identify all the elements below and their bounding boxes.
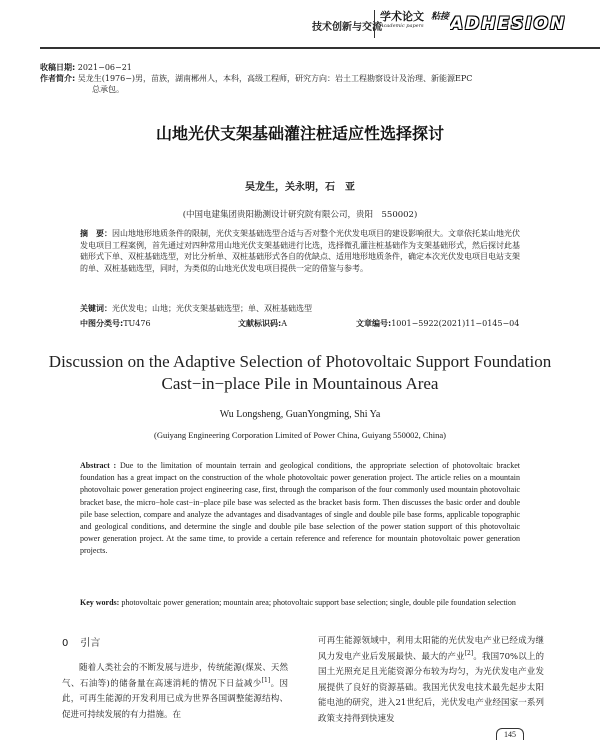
author-bio-text: 吴龙生(1976−)男，苗族，湖南郴州人，本科，高级工程师，研究方向：岩土工程勘察设计及治理、新能源EPC: [77, 74, 473, 83]
abstract-en: [80, 460, 520, 558]
journal-brand-logo: ADHESION: [450, 14, 567, 34]
received-value: 2021−06−21: [77, 63, 132, 72]
keywords-cn: [80, 303, 520, 314]
author-bio-label: 作者简介:: [40, 74, 76, 83]
clc-number: [80, 318, 151, 329]
abstract-en-label: Abstract :: [80, 461, 117, 470]
journal-seal-logo: 粘接: [431, 12, 450, 22]
document-code: [238, 318, 287, 329]
abstract-en-text: Due to the limitation of mountain terrain and geological conditions, the appropriate selection of photovoltaic bracket foundation has a great impact on the construction of the whole photovoltaic power generation project. The article relies on a mountain photovoltaic power generation project engineering case, first, through the comparison of the four commonly used mountain photovoltaic bracket base, the micro−hole cast−in−place pile base was selected as the bracket basis form. Then discusses the basic order and double pile base selection, compare and analyze the advantages and disadvantages of single and double pile base forms, applicable topographic and geological conditions, and determine the single and double pile base selection of the power station support of this photovoltaic power generation project. At the same time, to provide a certain reference and reference for mountain photovoltaic power generation projects.: [80, 461, 520, 556]
body-right-text: 可再生能源领域中，利用太阳能的光伏发电产业已经成为继风力发电产业后发展最快、最大的产业: [318, 636, 544, 662]
article-number-label: 文章编号:: [356, 319, 392, 328]
affiliation-en: (Guiyang Engineering Corporation Limited of Power China, Guiyang 550002, China): [153, 430, 447, 440]
author-bio-text-cont: 总承包。: [92, 85, 124, 94]
column-label-cn: 学术论文: [380, 10, 424, 23]
citation-ref: [2]: [464, 649, 474, 657]
section-title: 引言: [80, 638, 101, 649]
paper-title-cn: 山地光伏支架基础灌注桩适应性选择探讨: [155, 124, 444, 143]
clc-value: TU476: [123, 319, 151, 328]
body-column-left: [62, 661, 288, 723]
received-label: 收稿日期:: [40, 63, 76, 72]
document-code-label: 文献标识码:: [238, 319, 282, 328]
paper-title-en: Discussion on the Adaptive Selection of Photovoltaic Support Foundation Cast−in−place Pile in Mountainous Area: [48, 352, 552, 393]
body-right-text-cont: 。我国70%以上的国土光照充足且光能资源分布较为均匀，为光伏发电产业发展提供了良好的资源基础。我国光伏发电技术最先起步太阳能电池的研究，进入21世纪后，光伏发电产业经国家一系列政策支持得到快速发: [318, 651, 544, 724]
body-left-text-cont: 。因此，可再生能源的开发利用已成为世界各国调整能源结构、促进可持续发展的有力措施。在: [62, 678, 288, 720]
abstract-cn-text: 因山地地形地质条件的限制，光伏支架基础选型合适与否对整个光伏发电项目的建设影响很大。文章依托某山地光伏发电项目工程案例，首先通过对四种常用山地光伏支架基础进行比选，选择微孔灌注桩基础作为支架基础形式，然后探讨此基础形式下单、双桩基础选型，对比分析单、双桩基础形式各自的优缺点、适用地形地质条件，确定本次光伏发电项目电站支架的单、双桩基础选型，同时，为类似的山地光伏发电项目提供一定的借鉴与参考。: [80, 229, 520, 273]
section-number: 0: [62, 638, 69, 649]
article-number-value: 1001−5922(2021)11−0145−04: [391, 319, 520, 328]
keywords-cn-label: 关键词：: [80, 304, 112, 313]
article-number: [356, 318, 519, 329]
keywords-en: [80, 597, 520, 609]
journal-section-label: 技术创新与交流: [312, 22, 382, 33]
author-bio: [40, 73, 560, 95]
column-label-en: Academic papers: [380, 23, 424, 29]
keywords-en-text: photovoltaic power generation; mountain area; photovoltaic support base selection; single, double pile foundation selection: [121, 598, 516, 607]
citation-ref: [1]: [261, 676, 271, 684]
keywords-cn-text: 光伏发电；山地；光伏支架基础选型；单、双桩基础选型: [112, 304, 312, 313]
authors-cn: 吴龙生，关永明，石 亚: [245, 182, 355, 193]
column-label-box: [374, 10, 424, 38]
body-left-text: 随着人类社会的不断发展与进步，传统能源(煤炭、天然气、石油等)的储备量在高速消耗的情况下日益减少: [62, 663, 288, 689]
document-code-value: A: [281, 319, 287, 328]
abstract-cn-label: 摘 要：: [80, 229, 112, 238]
header-rule: [40, 47, 600, 49]
section-heading-intro: [62, 634, 100, 649]
authors-en: Wu Longsheng, GuanYongming, Shi Ya: [219, 409, 381, 420]
keywords-en-label: Key words:: [80, 598, 120, 607]
page-number: 145: [496, 728, 524, 740]
clc-label: 中图分类号:: [80, 319, 124, 328]
affiliation-cn: (中国电建集团贵阳勘测设计研究院有限公司，贵阳 550002): [182, 210, 418, 220]
body-column-right: [318, 634, 544, 728]
abstract-cn: [80, 228, 520, 274]
received-date: [40, 62, 132, 73]
